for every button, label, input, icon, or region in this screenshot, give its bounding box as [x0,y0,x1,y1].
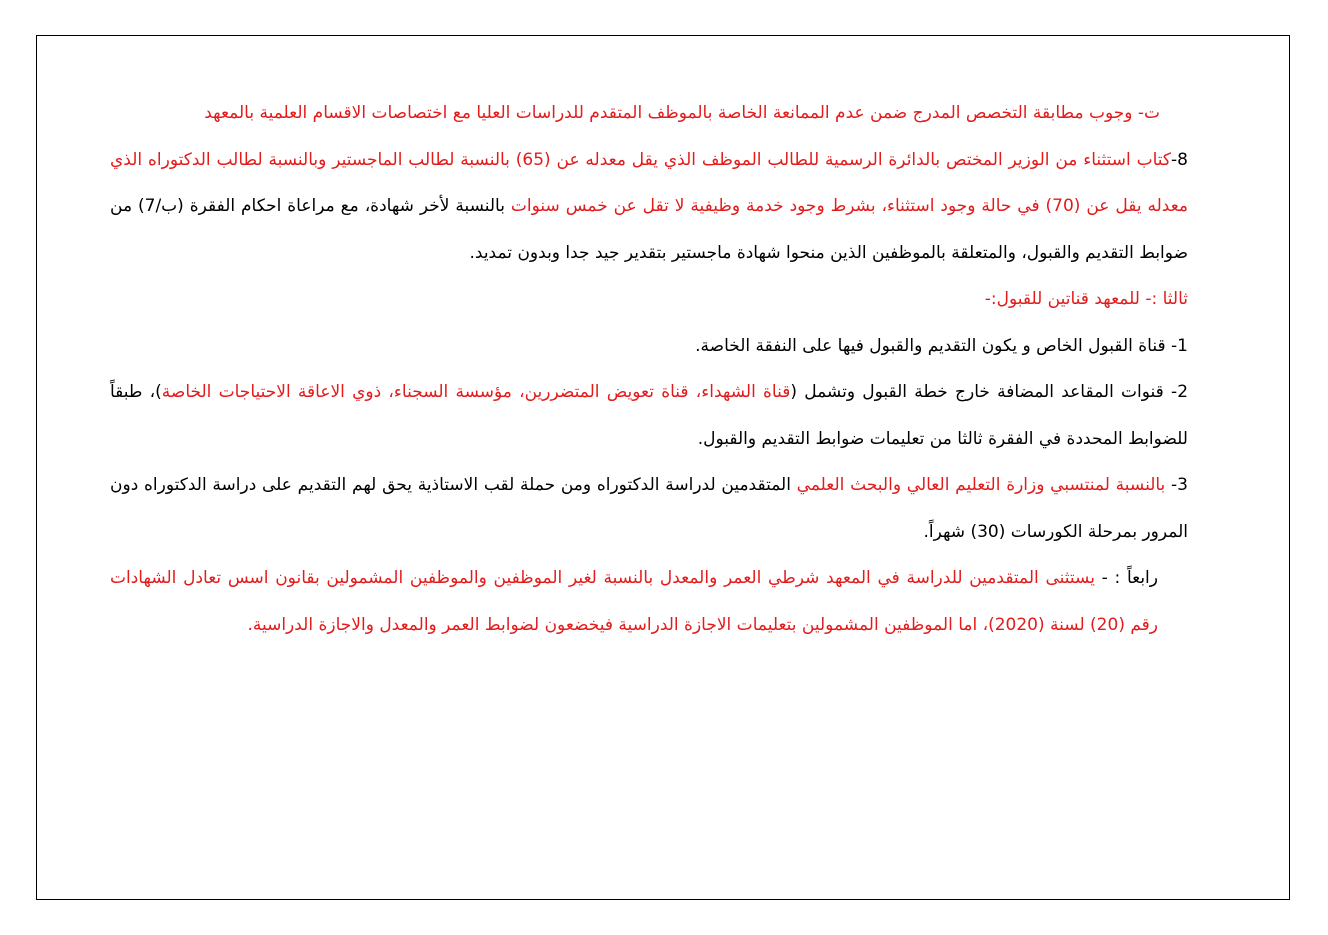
paragraph-t-text: ت- وجوب مطابقة التخصص المدرج ضمن عدم الممانعة الخاصة بالموظف المتقدم للدراسات العليا مع اختصاصات الاقسام العلمية بالمعهد [204,103,1160,123]
section-4-red-text: يستثنى المتقدمين للدراسة في المعهد شرطي العمر والمعدل بالنسبة لغير الموظفين والموظفين المشمولين بقانون اسس تعادل الشهادات رقم (20) لسنة (2020)، اما الموظفين المشمولين بتعليمات الاجازة الدراسية فيخضعون لضوابط العمر والمعدل والاجازة الدراسية. [110,568,1158,635]
item-8-number: 8- [1171,149,1188,170]
channel-1-text: قناة القبول الخاص و يكون التقديم والقبول فيها على النفقة الخاصة. [695,335,1172,356]
channel-2-number: 2- [1171,382,1189,402]
channel-3-number: 3- [1171,475,1188,495]
item-8 [110,137,1188,277]
channel-3 [110,462,1188,555]
section-4-label: رابعاً : - [1094,568,1158,588]
channel-2-text-b: )، طبقاً للضوابط المحددة في الفقرة ثالثا من تعليمات ضوابط التقديم والقبول. [110,382,1188,449]
channel-2 [110,369,1188,462]
section-3-heading-text: ثالثا :- للمعهد قناتين للقبول:- [984,289,1188,309]
section-3-heading [110,276,1188,323]
section-4 [110,555,1188,648]
channel-3-text: المتقدمين لدراسة الدكتوراه ومن حملة لقب الاستاذية يحق لهم التقديم على دراسة الدكتوراه دون المرور بمرحلة الكورسات (30) شهراً. [110,475,1188,542]
item-8-red-text: كتاب استثناء من الوزير المختص بالدائرة الرسمية للطالب الموظف الذي يقل معدله عن (65) بالنسبة لطالب الماجستير وبالنسبة لطالب الدكتوراه الذي معدله يقل عن (70) في حالة وجود استثناء، بشرط وجود خدمة وظيفية لا تقل عن خمس سنوات [110,149,1188,216]
channel-1 [110,323,1188,370]
item-8-black-text: بالنسبة لأخر شهادة، مع مراعاة احكام الفقرة (ب/7) من ضوابط التقديم والقبول، والمتعلقة بالموظفين الذين منحوا شهادة ماجستير بتقدير جيد جدا وبدون تمديد. [110,196,1188,263]
channel-2-red-text: قناة الشهداء، قناة تعويض المتضررين، مؤسسة السجناء، ذوي الاعاقة الاحتياجات الخاصة [161,382,791,402]
paragraph-t [110,90,1188,137]
channel-2-text-a: قنوات المقاعد المضافة خارج خطة القبول وتشمل ( [790,382,1172,402]
channel-3-red-text: بالنسبة لمنتسبي وزارة التعليم العالي والبحث العلمي [796,475,1172,495]
document-body [110,90,1188,648]
channel-1-number: 1- [1171,335,1188,356]
